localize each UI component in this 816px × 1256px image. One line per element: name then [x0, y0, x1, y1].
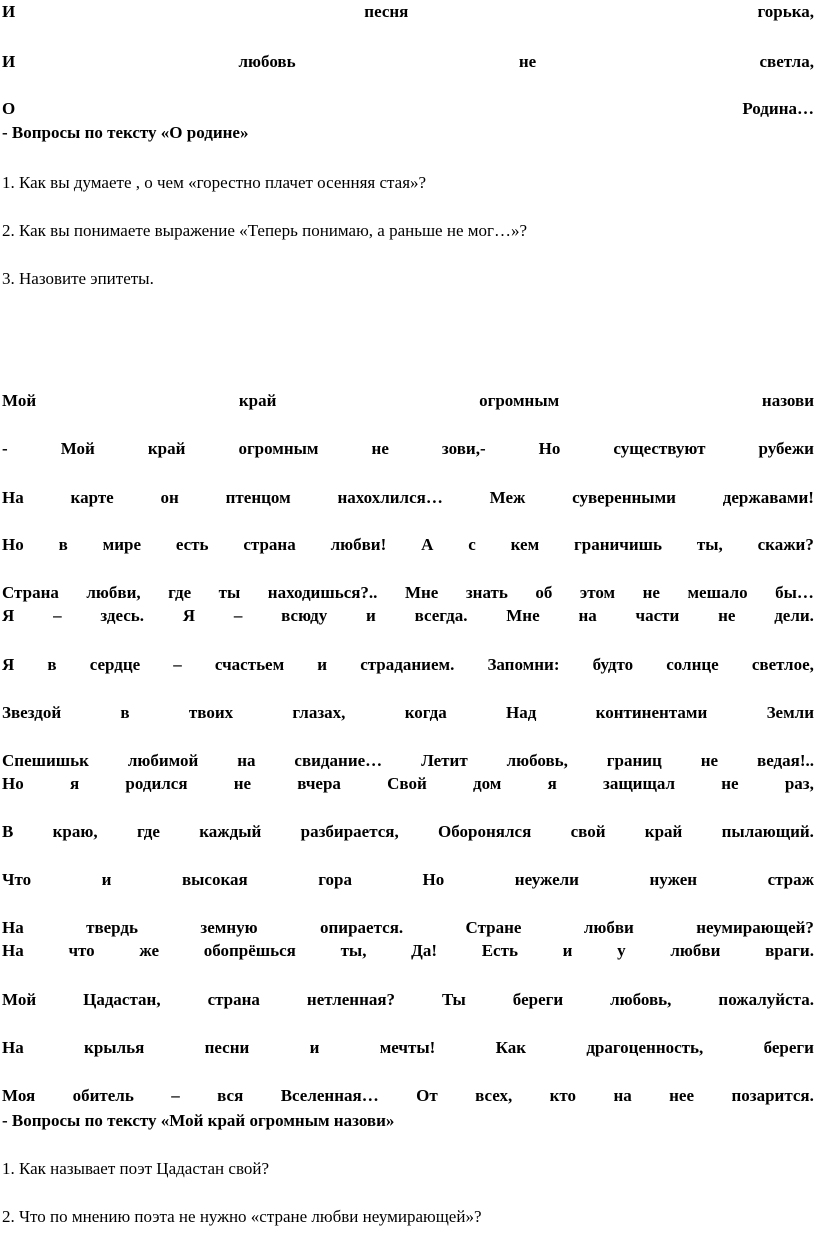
- word: опирается.: [320, 918, 404, 937]
- poem2-line: [2, 1086, 814, 1106]
- word: ведая!..: [757, 751, 814, 770]
- word: Я: [182, 606, 196, 625]
- poem2-line: [2, 439, 814, 459]
- word: дом: [473, 774, 502, 793]
- word: мешало: [687, 583, 748, 602]
- question-item: 2. Как вы понимаете выражение «Теперь понимаю, а раньше не мог…»?: [2, 221, 528, 240]
- word: есть: [175, 535, 209, 554]
- word: обопрёшься: [203, 941, 296, 960]
- word: страданием.: [360, 655, 455, 674]
- word: любовь: [238, 52, 296, 71]
- word: –: [171, 1086, 180, 1105]
- word: огромным: [238, 439, 319, 458]
- word: песни: [204, 1038, 250, 1057]
- word: Мой: [2, 990, 37, 1009]
- word: Родина…: [742, 99, 814, 118]
- poem2-line: [2, 990, 814, 1010]
- word: нее: [669, 1086, 695, 1105]
- word: обитель: [72, 1086, 134, 1105]
- word: светла,: [759, 52, 814, 71]
- word: Запомни:: [487, 655, 560, 674]
- word: разбирается,: [300, 822, 399, 841]
- word: неужели: [514, 870, 579, 889]
- word: светлое,: [751, 655, 814, 674]
- word: Вселенная…: [280, 1086, 379, 1105]
- word: Но: [2, 535, 24, 554]
- poem1-line: [2, 99, 814, 119]
- word: не: [718, 606, 736, 625]
- word: мечты!: [379, 1038, 436, 1057]
- word: части: [635, 606, 680, 625]
- word: Как: [495, 1038, 527, 1057]
- word: об: [535, 583, 553, 602]
- word: нужен: [649, 870, 698, 889]
- word: и: [562, 941, 573, 960]
- word: пылающий.: [721, 822, 814, 841]
- word: где: [136, 822, 160, 841]
- poem2-line: [2, 606, 814, 626]
- word: Мой: [2, 391, 37, 410]
- word: И: [2, 52, 16, 71]
- word: зови,-: [441, 439, 486, 458]
- word: ты,: [340, 941, 367, 960]
- poem2-line: [2, 391, 814, 411]
- word: гора: [318, 870, 352, 889]
- word: на: [613, 1086, 632, 1105]
- word: и: [365, 606, 376, 625]
- word: карте: [70, 488, 114, 507]
- poem2-line: [2, 703, 814, 723]
- word: каждый: [199, 822, 262, 841]
- word: Летит: [421, 751, 468, 770]
- word: береги: [512, 990, 564, 1009]
- word: Мне: [404, 583, 439, 602]
- word: На: [2, 918, 24, 937]
- word: ты,: [696, 535, 723, 554]
- word: драгоценность,: [586, 1038, 704, 1057]
- word: существуют: [613, 439, 706, 458]
- question-item: 1. Как называет поэт Цадастан свой?: [2, 1159, 269, 1178]
- word: в: [47, 655, 57, 674]
- word: всех,: [475, 1086, 513, 1105]
- questions-heading: - Вопросы по тексту «Мой край огромным назови»: [2, 1111, 395, 1130]
- word: на: [237, 751, 256, 770]
- word: На: [2, 1038, 24, 1057]
- word: Цадастан,: [83, 990, 161, 1009]
- word: нетленная?: [306, 990, 396, 1009]
- word: враги.: [765, 941, 814, 960]
- word: защищал: [603, 774, 676, 793]
- word: не: [642, 583, 660, 602]
- word: когда: [404, 703, 447, 722]
- word: На: [2, 941, 24, 960]
- word: сердце: [89, 655, 141, 674]
- word: мире: [102, 535, 142, 554]
- word: береги: [763, 1038, 814, 1057]
- word: Есть: [481, 941, 518, 960]
- word: страна: [243, 535, 296, 554]
- word: у: [617, 941, 626, 960]
- word: Свой: [387, 774, 427, 793]
- word: кто: [549, 1086, 577, 1105]
- word: край: [644, 822, 683, 841]
- word: граничишь: [574, 535, 663, 554]
- poem2-line: [2, 1038, 814, 1058]
- word: и: [101, 870, 112, 889]
- word: Над: [506, 703, 537, 722]
- word: державами!: [722, 488, 814, 507]
- word: всегда.: [414, 606, 468, 625]
- word: птенцом: [225, 488, 291, 507]
- word: знать: [465, 583, 508, 602]
- word: Земли: [766, 703, 814, 722]
- word: в: [120, 703, 130, 722]
- word: Спешишьк: [2, 751, 89, 770]
- poem2-line: [2, 822, 814, 842]
- word: Но: [538, 439, 561, 458]
- word: огромным: [479, 391, 560, 410]
- word: на: [578, 606, 597, 625]
- word: свидание…: [294, 751, 383, 770]
- word: вся: [217, 1086, 244, 1105]
- word: Звездой: [2, 703, 62, 722]
- poem2-line: [2, 488, 814, 508]
- word: находишься?..: [267, 583, 378, 602]
- word: суверенными: [572, 488, 676, 507]
- word: любви: [583, 918, 634, 937]
- word: крылья: [84, 1038, 145, 1057]
- word: Да!: [411, 941, 438, 960]
- questions-heading: - Вопросы по тексту «О родине»: [2, 123, 249, 142]
- word: любви!: [330, 535, 387, 554]
- word: не: [700, 751, 719, 770]
- word: не: [371, 439, 389, 458]
- word: любовь,: [610, 990, 672, 1009]
- word: краю,: [52, 822, 98, 841]
- poem2-line: [2, 918, 814, 938]
- word: –: [53, 606, 62, 625]
- word: нахохлился…: [337, 488, 443, 507]
- word: не: [518, 52, 537, 71]
- word: и: [309, 1038, 320, 1057]
- word: я: [69, 774, 80, 793]
- word: От: [416, 1086, 438, 1105]
- word: песня: [364, 2, 409, 21]
- word: Ты: [442, 990, 466, 1009]
- word: любовь,: [506, 751, 568, 770]
- word: границ: [606, 751, 662, 770]
- word: –: [173, 655, 182, 674]
- word: А: [421, 535, 434, 554]
- word: раз,: [784, 774, 814, 793]
- word: край: [238, 391, 277, 410]
- word: этом: [579, 583, 616, 602]
- word: горька,: [757, 2, 814, 21]
- poem1-line: [2, 2, 814, 22]
- poem2-line: [2, 583, 814, 603]
- question-item: 1. Как вы думаете , о чем «горестно плачет осенняя стая»?: [2, 173, 427, 192]
- question-item: 2. Что по мнению поэта не нужно «стране любви неумирающей»?: [2, 1207, 482, 1226]
- word: Моя: [2, 1086, 36, 1105]
- word: Страна: [2, 583, 59, 602]
- word: -: [2, 439, 8, 458]
- word: назови: [761, 391, 814, 410]
- poem2-line: [2, 774, 814, 794]
- word: родился: [125, 774, 188, 793]
- word: счастьем: [214, 655, 285, 674]
- word: вчера: [297, 774, 341, 793]
- word: край: [147, 439, 186, 458]
- poem2-line: [2, 751, 814, 771]
- word: позарится.: [731, 1086, 814, 1105]
- word: где: [168, 583, 192, 602]
- word: свой: [570, 822, 606, 841]
- word: континентами: [595, 703, 708, 722]
- word: Но: [422, 870, 445, 889]
- word: твердь: [86, 918, 139, 937]
- word: Мой: [60, 439, 95, 458]
- word: О: [2, 99, 16, 118]
- word: пожалуйста.: [718, 990, 814, 1009]
- word: Я: [2, 606, 15, 625]
- word: Меж: [489, 488, 526, 507]
- word: же: [139, 941, 160, 960]
- word: –: [233, 606, 243, 625]
- word: будто: [592, 655, 634, 674]
- word: дели.: [774, 606, 814, 625]
- word: Я: [2, 655, 15, 674]
- word: твоих: [188, 703, 234, 722]
- poem2-line: [2, 655, 814, 675]
- word: неумирающей?: [696, 918, 814, 937]
- word: я: [547, 774, 557, 793]
- word: с: [468, 535, 476, 554]
- word: Но: [2, 774, 24, 793]
- word: любви: [670, 941, 721, 960]
- word: он: [160, 488, 179, 507]
- word: Мне: [506, 606, 540, 625]
- word: и: [317, 655, 328, 674]
- poem1-line: [2, 52, 814, 72]
- word: земную: [200, 918, 258, 937]
- word: рубежи: [758, 439, 814, 458]
- word: бы…: [775, 583, 814, 602]
- word: В: [2, 822, 14, 841]
- word: Стране: [465, 918, 522, 937]
- word: страна: [207, 990, 260, 1009]
- word: здесь.: [100, 606, 145, 625]
- word: что: [68, 941, 95, 960]
- poem2-line: [2, 941, 814, 961]
- word: кем: [510, 535, 540, 554]
- word: страж: [767, 870, 814, 889]
- word: не: [233, 774, 252, 793]
- word: всюду: [281, 606, 328, 625]
- word: любви,: [86, 583, 141, 602]
- word: И: [2, 2, 16, 21]
- word: в: [58, 535, 68, 554]
- word: не: [721, 774, 739, 793]
- question-item: 3. Назовите эпитеты.: [2, 269, 154, 288]
- word: любимой: [127, 751, 199, 770]
- word: Оборонялся: [438, 822, 532, 841]
- poem2-line: [2, 870, 814, 890]
- poem2-line: [2, 535, 814, 555]
- word: солнце: [666, 655, 719, 674]
- word: Что: [2, 870, 32, 889]
- word: высокая: [181, 870, 248, 889]
- word: На: [2, 488, 24, 507]
- word: глазах,: [292, 703, 346, 722]
- word: ты: [218, 583, 241, 602]
- word: скажи?: [757, 535, 814, 554]
